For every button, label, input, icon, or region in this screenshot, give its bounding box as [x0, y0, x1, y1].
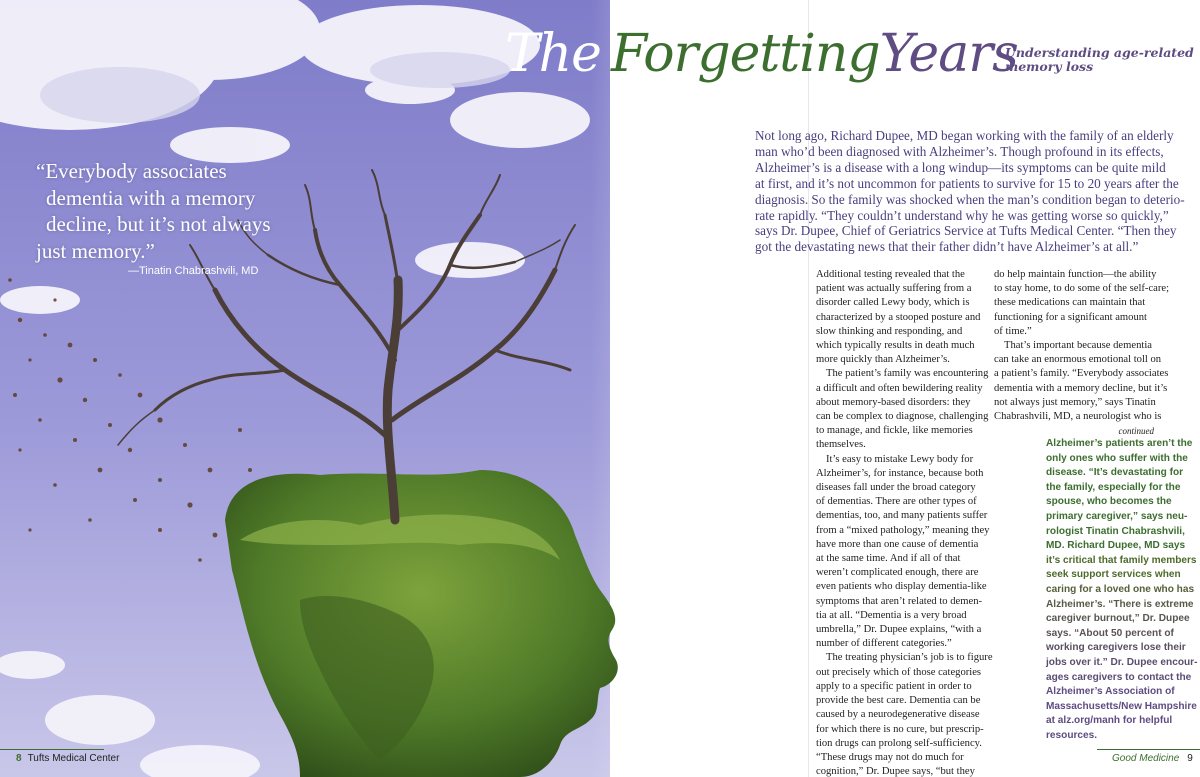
subtitle-line: Understanding age-related	[1005, 45, 1194, 60]
sidebar-line: Alzheimer’s Association of	[1046, 686, 1175, 698]
body-line: characterized by a stooped posture and	[816, 311, 981, 323]
body-line: can take an enormous emotional toll on	[994, 354, 1162, 366]
sidebar-line: seek support services when	[1046, 569, 1181, 581]
intro-line: man who’d been diagnosed with Alzheimer’s. Though profound in its effects,	[755, 143, 1164, 159]
body-line: provide the best care. Dementia can be	[816, 695, 981, 707]
article-title	[505, 24, 1018, 84]
body-line: caused by a neurodegenerative disease	[816, 709, 980, 721]
continued-label: continued	[1118, 426, 1154, 437]
body-line: for which there is no cure, but prescrip-	[816, 723, 984, 735]
sidebar-line: the family, especially for the	[1046, 481, 1181, 493]
sidebar-line: only ones who suffer with the	[1046, 452, 1188, 464]
body-line: umbrella,” Dr. Dupee explains, “with a	[816, 624, 982, 636]
body-line: to stay home, to do some of the self-care;	[994, 283, 1170, 295]
body-line: That’s important because dementia	[1004, 340, 1152, 352]
body-line: of dementias. There are other types of	[816, 496, 977, 508]
magazine-name: Good Medicine	[1112, 753, 1180, 764]
intro-line: got the devastating news that their father didn’t have Alzheimer’s at all.”	[755, 239, 1139, 255]
footer-rule-left	[0, 749, 104, 750]
sidebar-line: Alzheimer’s patients aren’t the	[1046, 438, 1193, 449]
footer-right	[1112, 753, 1193, 764]
body-line: diseases fall under the broad category	[816, 482, 976, 494]
sidebar-line: it’s critical that family members	[1046, 554, 1197, 566]
body-line: symptoms that aren’t related to demen-	[816, 595, 983, 607]
body-line: more quickly than Alzheimer’s.	[816, 354, 950, 366]
body-line: which typically results in death much	[816, 340, 975, 352]
intro-paragraph	[755, 128, 1195, 255]
sidebar-line: Alzheimer’s. “There is extreme	[1046, 598, 1194, 610]
intro-line: says Dr. Dupee, Chief of Geriatrics Service at Tufts Medical Center. “Then they	[755, 223, 1177, 239]
pull-quote-line: just memory.”	[36, 238, 155, 263]
body-line: cognition,” Dr. Dupee says, “but they	[816, 766, 975, 777]
sidebar-line: MD. Richard Dupee, MD says	[1046, 540, 1186, 552]
page-number-right: 9	[1187, 753, 1193, 764]
body-line: these medications can maintain that	[994, 297, 1146, 309]
sidebar-line: jobs over it.” Dr. Dupee encour-	[1046, 656, 1198, 668]
intro-line: at first, and it’s not uncommon for patients to survive for 15 to 20 years after the	[755, 175, 1179, 191]
body-line: weren’t complicated enough, there are	[816, 567, 979, 579]
publication-name: Tufts Medical Center	[27, 753, 120, 764]
body-line: “These drugs may not do much for	[816, 751, 964, 763]
body-line: themselves.	[816, 439, 866, 451]
body-line: at the same time. And if all of that	[816, 553, 961, 565]
footer-rule-right	[1097, 749, 1200, 750]
body-line: number of different categories.”	[816, 638, 952, 650]
body-line: of time.”	[994, 325, 1032, 337]
pull-quote	[36, 158, 306, 264]
body-line: can be complex to diagnose, challenging	[816, 411, 989, 423]
sidebar-line: spouse, who becomes the	[1046, 496, 1172, 508]
body-line: disorder called Lewy body, which is	[816, 297, 970, 309]
body-line: It’s easy to mistake Lewy body for	[826, 453, 974, 465]
sidebar-line: says. “About 50 percent of	[1046, 627, 1174, 639]
pull-quote-line: decline, but it’s not always	[46, 212, 271, 236]
body-line: from a “mixed pathology,” meaning they	[816, 524, 990, 536]
body-line: Chabrashvili, MD, a neurologist who is	[994, 411, 1162, 423]
title-word-the: The	[505, 24, 601, 84]
body-line: apply to a specific patient in order to	[816, 680, 972, 692]
body-line: dementia with a memory decline, but it’s	[994, 382, 1168, 394]
sidebar-line: at alz.org/manh for helpful	[1046, 715, 1173, 727]
body-line: out precisely which of those categories	[816, 666, 982, 678]
title-word-years: Years	[879, 24, 1018, 84]
sidebar-line: resources.	[1046, 729, 1098, 741]
body-line: even patients who display dementia-like	[816, 581, 987, 593]
body-line: tion drugs can prolong self-sufficiency.	[816, 737, 982, 749]
body-line: to manage, and fickle, like memories	[816, 425, 973, 437]
intro-line: diagnosis. So the family was shocked when the man’s condition began to deterio-	[755, 191, 1185, 207]
body-line: have more than one cause of dementia	[816, 538, 979, 550]
subtitle-line: memory loss	[1005, 59, 1094, 74]
title-word-forgetting: Forgetting	[610, 24, 880, 84]
body-line: not always just memory,” says Tinatin	[994, 396, 1156, 408]
sidebar-line: Massachusetts/New Hampshire	[1046, 700, 1197, 712]
sidebar-line: caring for a loved one who has	[1046, 583, 1195, 595]
pull-quote-attribution: —Tinatin Chabrashvili, MD	[128, 265, 259, 277]
page-gutter	[808, 0, 809, 777]
body-line: functioning for a significant amount	[994, 311, 1147, 323]
body-line: Alzheimer’s, for instance, because both	[816, 467, 984, 479]
sidebar-box	[1046, 437, 1198, 743]
body-line: patient was actually suffering from a	[816, 283, 972, 295]
body-line: slow thinking and responding, and	[816, 325, 963, 337]
sidebar-line: primary caregiver,” says neu-	[1046, 510, 1188, 522]
pull-quote-line: “Everybody associates	[36, 159, 227, 183]
body-line: The patient’s family was encountering	[826, 368, 989, 380]
body-line: The treating physician’s job is to figure	[826, 652, 993, 664]
body-column-2	[994, 268, 1170, 438]
body-line: Additional testing revealed that the	[816, 269, 965, 280]
intro-line: Alzheimer’s is a disease with a long windup—its symptoms can be quite mild	[755, 159, 1166, 175]
sidebar-line: rologist Tinatin Chabrashvili,	[1046, 525, 1185, 537]
intro-line: rate rapidly. “They couldn’t understand why he was getting worse so quickly,”	[755, 207, 1169, 223]
sidebar-line: working caregivers lose their	[1046, 642, 1186, 654]
sidebar-line: ages caregivers to contact the	[1046, 671, 1192, 683]
page-number-left: 8	[16, 753, 22, 764]
intro-line: Not long ago, Richard Dupee, MD began working with the family of an elderly	[755, 128, 1174, 143]
body-line: about memory-based disorders: they	[816, 396, 971, 408]
sidebar-line: disease. “It’s devastating for	[1046, 467, 1184, 479]
body-line: dementias, too, and many patients suffer	[816, 510, 988, 522]
footer-left	[16, 753, 119, 764]
body-line: tia at all. “Dementia is a very broad	[816, 609, 967, 621]
body-line: a difficult and often bewildering reality	[816, 382, 983, 394]
body-line: a patient’s family. “Everybody associates	[994, 368, 1169, 380]
article-subtitle	[1005, 46, 1195, 74]
pull-quote-line: dementia with a memory	[46, 185, 256, 210]
body-line: do help maintain function—the ability	[994, 269, 1157, 280]
sidebar-line: caregiver burnout,” Dr. Dupee	[1046, 613, 1190, 625]
body-column-1	[816, 268, 991, 777]
